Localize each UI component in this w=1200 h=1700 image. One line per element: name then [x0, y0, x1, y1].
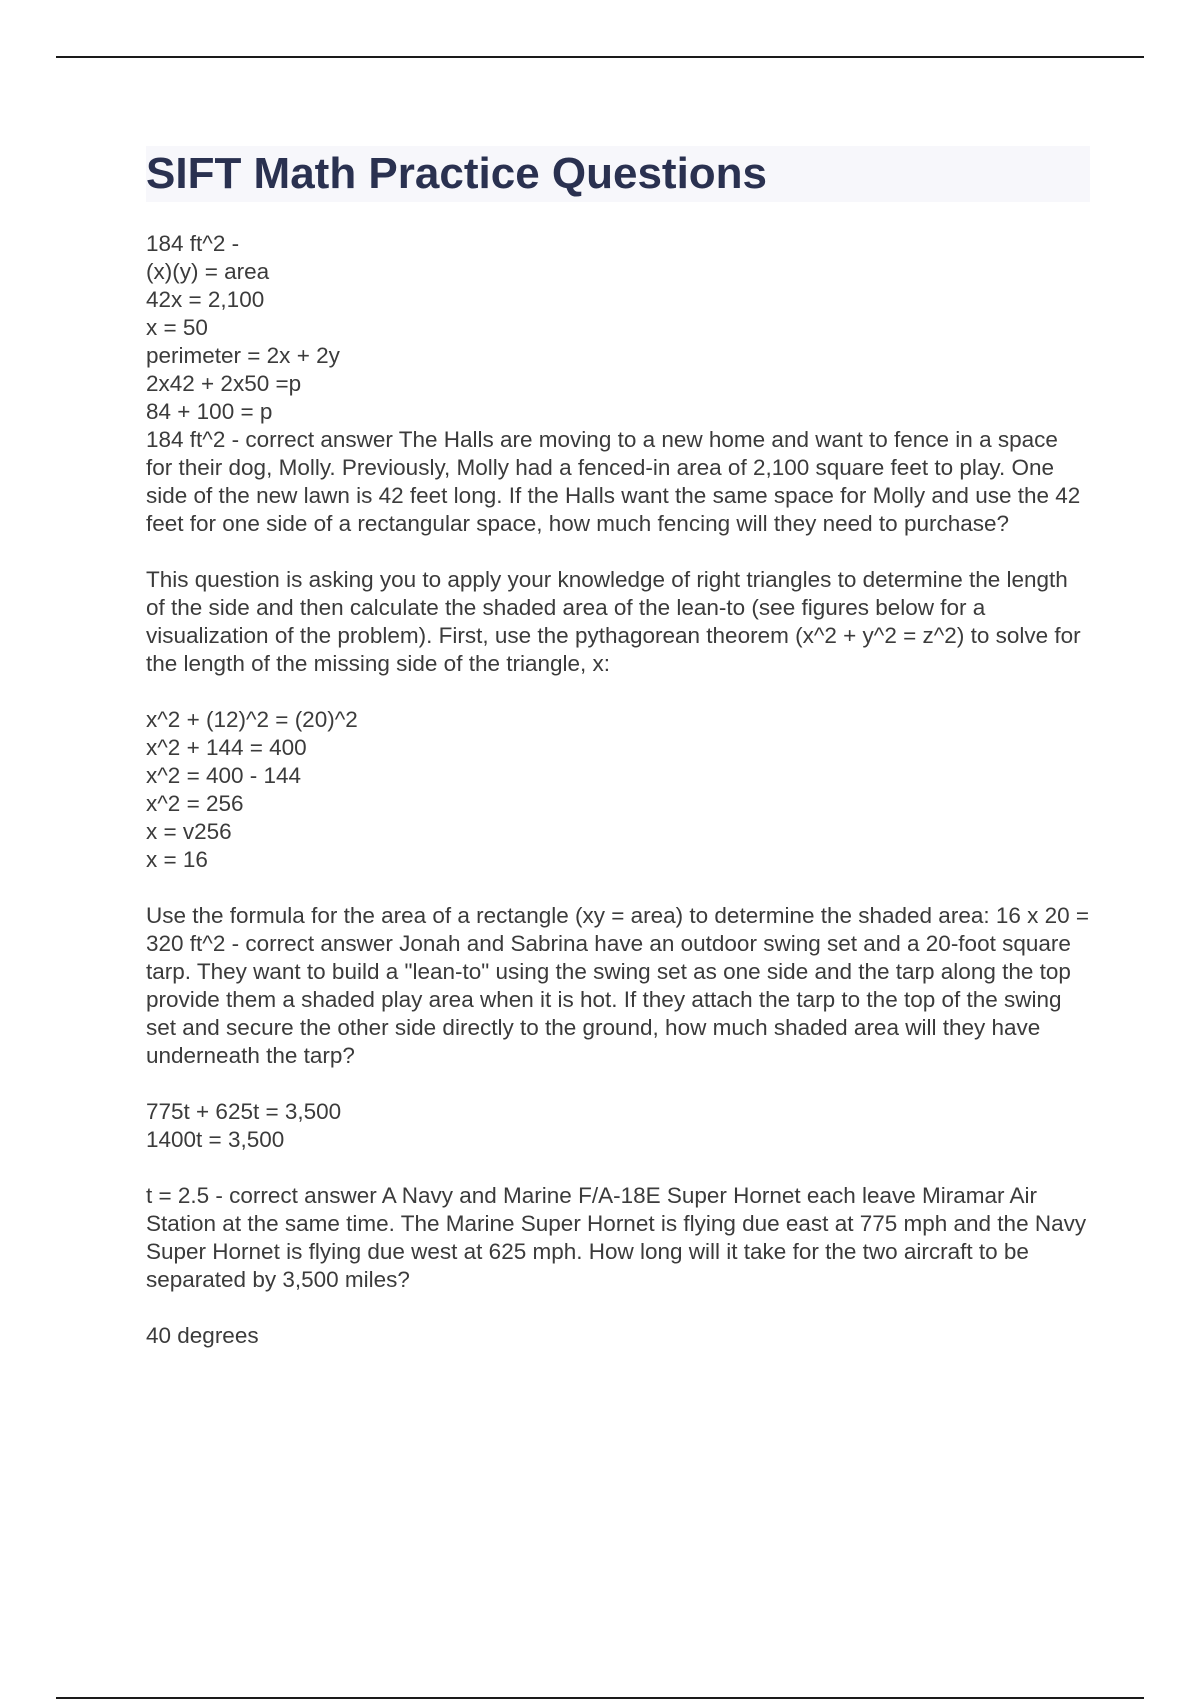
answer-paragraph: Use the formula for the area of a rectangle (xy = area) to determine the shaded area: 16 x 20 = 320 ft^2 - correct answer Jonah and Sabrina have an outdoor swing set and a 20-foot square tarp. They want to build a "lean-to" using the swing set as one side and the tarp along the top provide them a shaded play area when it is hot. If they attach the tarp to the top of the swing set and secure the other side directly to the ground, how much shaded area will they have underneath the tarp? — [146, 903, 1090, 1068]
text-line: 42x = 2,100 — [146, 287, 265, 312]
bottom-rule — [56, 1697, 1144, 1699]
text-line: x = 50 — [146, 315, 208, 340]
text-line: 84 + 100 = p — [146, 399, 273, 424]
top-rule — [56, 56, 1144, 58]
text-line: x = v256 — [146, 819, 232, 844]
paragraph-gap — [146, 1294, 1090, 1322]
paragraph-gap — [146, 874, 1090, 902]
explanation-paragraph: This question is asking you to apply your knowledge of right triangles to determine the length of the side and then calculate the shaded area of the lean-to (see figures below for a visualization of the problem). First, use the pythagorean theorem (x^2 + y^2 = z^2) to solve for the length of the missing side of the triangle, x: — [146, 567, 1081, 676]
paragraph-gap — [146, 678, 1090, 706]
paragraph-gap — [146, 1070, 1090, 1098]
document-content — [146, 146, 1090, 1350]
answer-paragraph: t = 2.5 - correct answer A Navy and Marine F/A-18E Super Hornet each leave Miramar Air Station at the same time. The Marine Super Hornet is flying due east at 775 mph and the Navy Super Hornet is flying due west at 625 mph. How long will it take for the two aircraft to be separated by 3,500 miles? — [146, 1183, 1087, 1292]
text-line: x^2 + (12)^2 = (20)^2 — [146, 707, 358, 732]
text-line: (x)(y) = area — [146, 259, 270, 284]
document-body — [146, 230, 1090, 1350]
text-line: 184 ft^2 - — [146, 231, 240, 256]
paragraph-gap — [146, 538, 1090, 566]
page-title: SIFT Math Practice Questions — [146, 149, 768, 198]
text-line: x = 16 — [146, 847, 208, 872]
text-line: 1400t = 3,500 — [146, 1127, 285, 1152]
text-line: 775t + 625t = 3,500 — [146, 1099, 342, 1124]
text-line: 2x42 + 2x50 =p — [146, 371, 302, 396]
text-line: 40 degrees — [146, 1323, 259, 1348]
answer-paragraph: 184 ft^2 - correct answer The Halls are moving to a new home and want to fence in a space for their dog, Molly. Previously, Molly had a fenced-in area of 2,100 square feet to play. One side of the new lawn is 42 feet long. If the Halls want the same space for Molly and use the 42 feet for one side of a rectangular space, how much fencing will they need to purchase? — [146, 427, 1081, 536]
title-bar — [146, 146, 1090, 202]
text-line: x^2 = 256 — [146, 791, 244, 816]
text-line: perimeter = 2x + 2y — [146, 343, 340, 368]
paragraph-gap — [146, 1154, 1090, 1182]
text-line: x^2 + 144 = 400 — [146, 735, 307, 760]
text-line: x^2 = 400 - 144 — [146, 763, 302, 788]
